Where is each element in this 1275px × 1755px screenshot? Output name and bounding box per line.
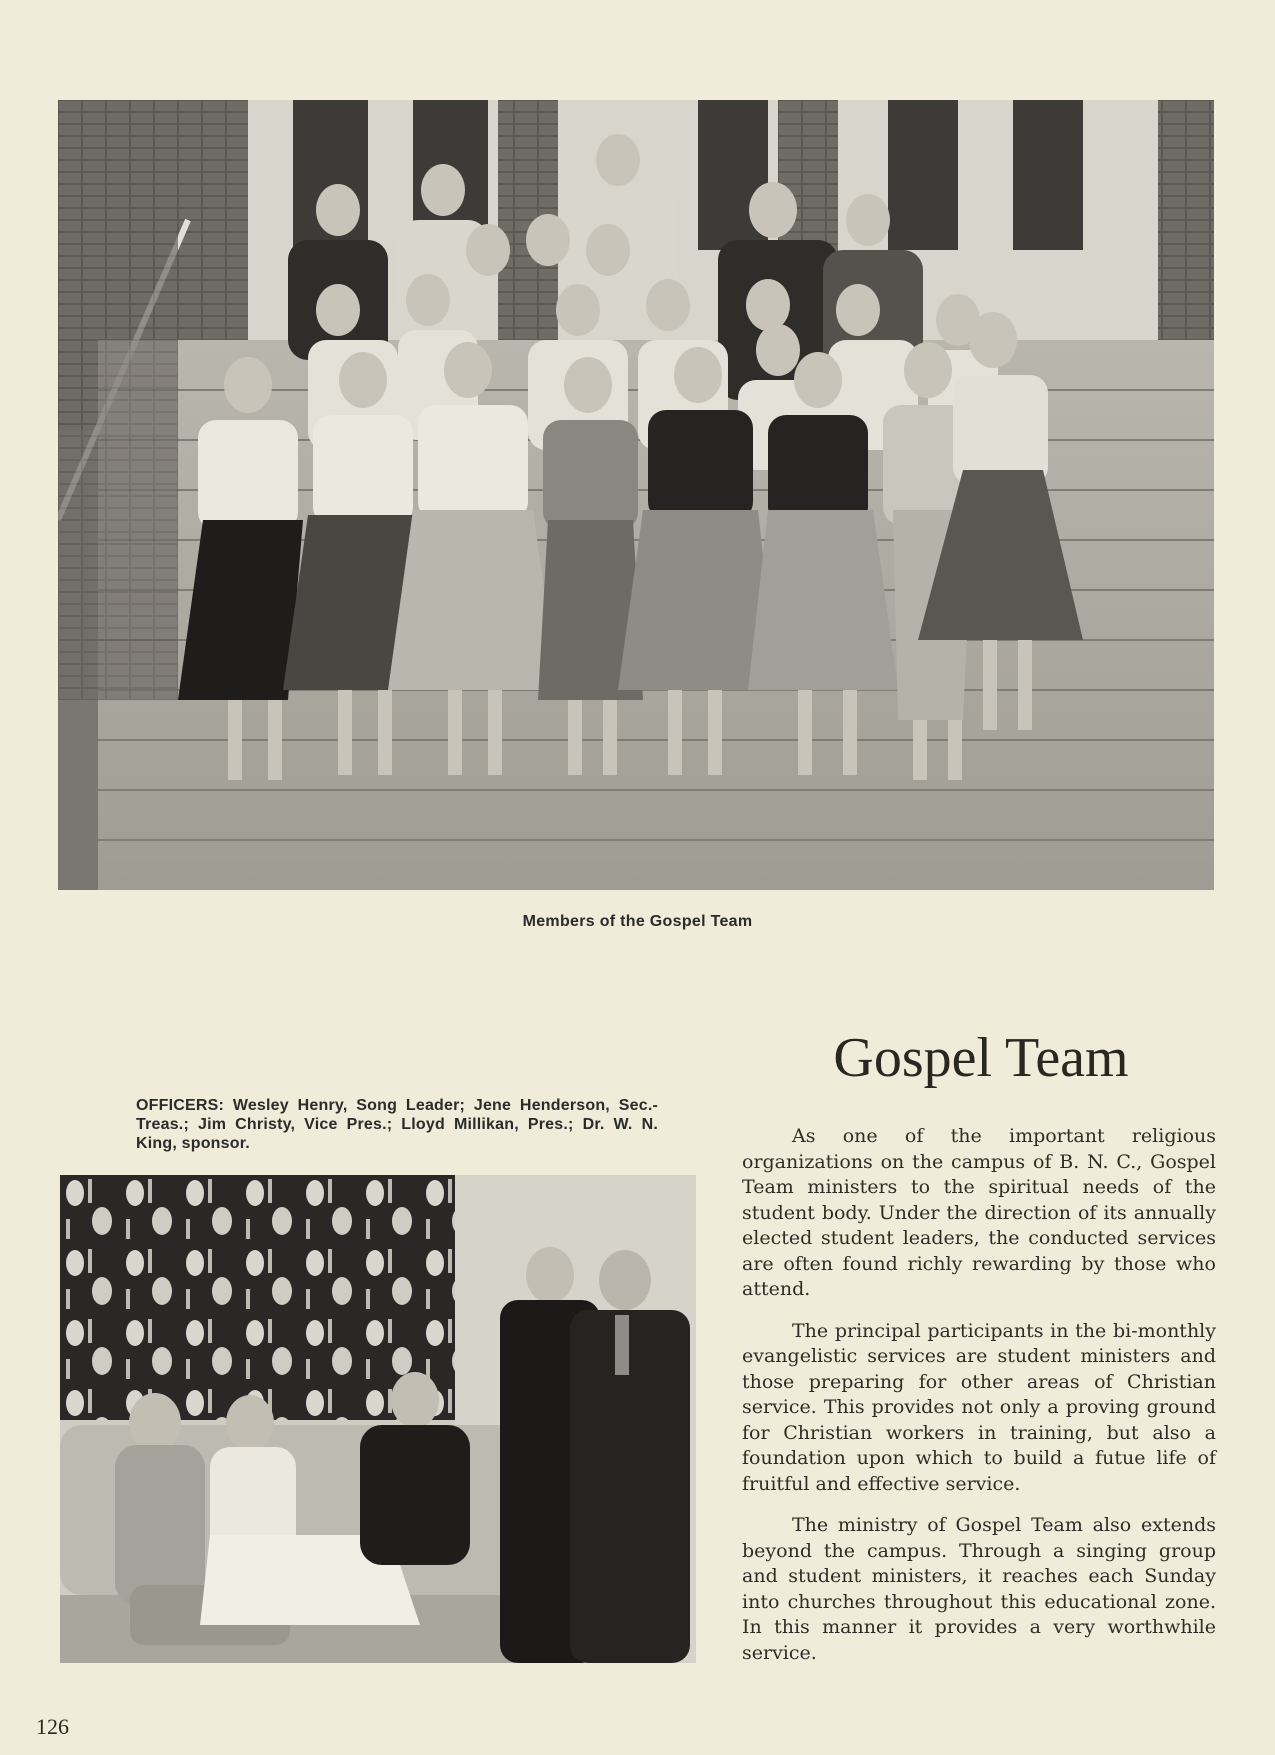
officers-photo-caption: OFFICERS: Wesley Henry, Song Leader; Jene Henderson, Sec.-Treas.; Jim Christy, Vice Pres.; Lloyd Millikan, Pres.; Dr. W. N. King, sponsor. — [136, 1097, 658, 1152]
article-body — [742, 1124, 1216, 1682]
article-paragraph-2: The principal participants in the bi-monthly evangelistic services are student ministers and those preparing for other areas of Christian service. This provides not only a proving ground for Christian workers in training, but also a foundation upon which to build a futue life of fruitful and effective service. — [742, 1319, 1216, 1495]
group-photo-image — [58, 100, 1214, 890]
group-photo — [58, 100, 1214, 890]
officers-photo-image — [60, 1175, 696, 1663]
group-photo-caption: Members of the Gospel Team — [522, 913, 753, 930]
article-paragraph-1: As one of the important religious organizations on the campus of B. N. C., Gospel Team ministers to the spiritual needs of the student body. Under the direction of its annually elected student leaders, the conducted services are often found richly rewarding by those who attend. — [742, 1125, 1216, 1300]
page-title: Gospel Team — [833, 1027, 1129, 1089]
page-number: 126 — [36, 1714, 69, 1739]
article-paragraph-3: The ministry of Gospel Team also extends beyond the campus. Through a singing group and student ministers, it reaches each Sunday into churches throughout this educational zone. In this manner it provides a very worthwhile service. — [742, 1514, 1216, 1664]
officers-photo — [60, 1175, 696, 1663]
